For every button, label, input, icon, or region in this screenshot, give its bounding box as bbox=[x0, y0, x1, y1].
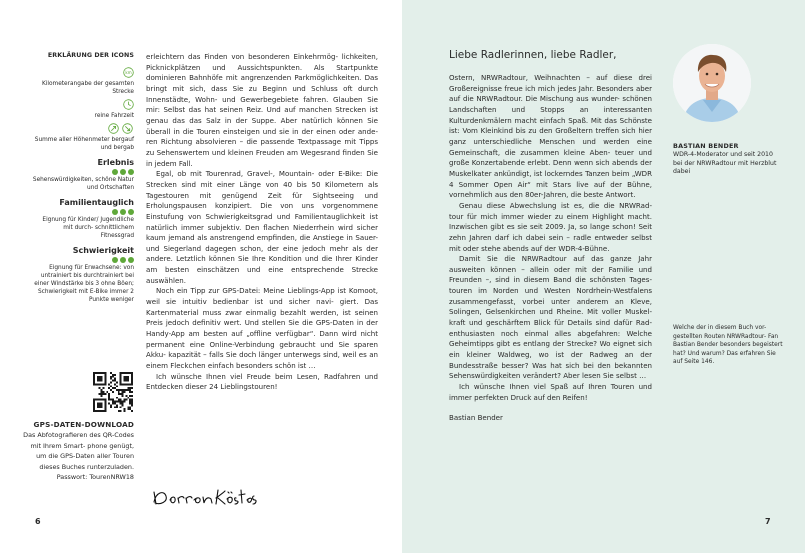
rating-dot bbox=[128, 209, 134, 215]
erlebnis-text: Sehenswürdigkeiten, schöne Natur und Ortschaften bbox=[32, 176, 134, 191]
schwierig-title: Schwierigkeit bbox=[72, 245, 134, 255]
handwritten-signature bbox=[150, 484, 260, 510]
up-down-arrows-icon bbox=[108, 123, 134, 134]
rating-dot bbox=[120, 169, 126, 175]
right-signoff: Bastian Bender bbox=[449, 413, 503, 423]
rating-dot bbox=[112, 209, 118, 215]
icon-legend bbox=[32, 52, 134, 304]
qr-code[interactable] bbox=[93, 372, 133, 412]
schwierig-dots bbox=[32, 257, 134, 263]
right-paragraph: Damit Sie die NRWRadtour auf das ganze Jahr ausweiten können – allein oder mit der Familie und Freunden –, sind in diesem Band die schönsten Tages- touren im Norden und Westen Nordrhein-Westfalens zusammengefasst, vorbei unter anderem an Kleve, Solingen, Gelsenkirchen und Rheine. Mit voller Muskel- kraft und geschärftem Blick für Details sind dafür Rad- enthusiasten noch einmal alles abgefahren: Welche Geheimtipps gibt es entlang der Strecke? Wo eignet sich ein kleiner Waldweg, wo ist der Radweg an der Bundesstraße besser? Was hat sich bei den bekannten Sehenswürdigkeiten verändert? Aber lesen Sie selbst … bbox=[449, 254, 652, 381]
elevation-icons bbox=[32, 123, 134, 134]
gps-text: Das Abfotografieren des QR-Codes mit Ihrem Smart- phone genügt, um die GPS-Daten aller Touren dieses Buches runterzuladen. Passwort: TourenNRW18 bbox=[23, 431, 134, 482]
rating-dot bbox=[120, 209, 126, 215]
rating-dot bbox=[128, 169, 134, 175]
left-paragraph: Noch ein Tipp zur GPS-Datei: Meine Lieblings-App ist Komoot, weil sie intuitiv bedienbar ist und sicher navi- giert. Das Kartenmaterial muss zwar einmalig bezahlt werden, ist seinen Preis jedoch definitiv wert. Und stellen Sie die GPS-Daten in der Handy-App am besten auf „offline verfügbar“. Dann wird nicht permanent eine Online-Verbindung gebraucht und Sie sparen Akku- kapazität – falls Sie doch länger unterwegs sind, weil es an einem Fleckchen einfach besonders schön ist … bbox=[146, 286, 378, 371]
familie-title: Familientauglich bbox=[59, 197, 134, 207]
right-column-text bbox=[449, 73, 652, 424]
rating-dot bbox=[112, 169, 118, 175]
clock-legend-text: reine Fahrzeit bbox=[94, 112, 134, 119]
author-bio bbox=[673, 142, 781, 177]
gps-title: GPS-DATEN-DOWNLOAD bbox=[33, 420, 134, 429]
km-legend-text: Kilometerangabe der gesamten Strecke bbox=[41, 80, 134, 95]
familie-dots bbox=[32, 209, 134, 215]
right-paragraph: Ich wünsche Ihnen viel Spaß auf Ihren Touren und immer perfekten Druck auf den Reifen! bbox=[449, 382, 652, 402]
left-paragraph: erleichtern das Finden von besonderen Einkehrmög- lichkeiten, Picknickplätzen und Aussichtspunkten. Als Startpunkte dominieren Bahnhöfe mit angrenzenden Parkmöglichkeiten. Das bringt mit sich, dass Sie zu Beginn und Schluss oft durch Innenstädte, Wohn- und Gewerbegebiete fahren. Glauben Sie mir: Selbst das hat seinen Reiz. Und auf manchen Strecken ist genau das das Salz in der Suppe. Aber natürlich können Sie überall in die Touren einsteigen und sie in der einen oder ande- ren Richtung absolvieren – die passende Textpassage mit Tipps zu Sehenswertem und kleinen Freuden am Wegesrand finden Sie in jedem Fall. bbox=[146, 52, 378, 168]
erlebnis-title: Erlebnis bbox=[97, 157, 134, 167]
author-name: BASTIAN BENDER bbox=[673, 142, 739, 150]
km-icon bbox=[32, 67, 134, 78]
author-description: WDR-4-Moderator und seit 2010 bei der NRWRadtour mit Herzblut dabei bbox=[673, 150, 777, 176]
aside-note: Welche der in diesem Buch vor- gestellten Routen NRWRadtour- Fan Bastian Bender besonders begeistert hat? Und warum? Das erfahren Sie auf Seite 146. bbox=[673, 325, 783, 365]
elevation-legend-text: Summe aller Höhenmeter bergauf und bergab bbox=[34, 136, 134, 151]
page-number-right: 7 bbox=[765, 517, 771, 526]
rating-dot bbox=[120, 257, 126, 263]
left-column-text bbox=[146, 52, 378, 393]
gps-download bbox=[22, 420, 134, 482]
rating-dot bbox=[112, 257, 118, 263]
left-paragraph: Egal, ob mit Tourenrad, Gravel-, Mountain- oder E-Bike: Die Strecken sind mit einer Länge von 40 bis 50 Kilometern als Tagestouren mit genügend Zeit für Sightseeing und Erholungspausen konzipiert. Die von uns vorgenommene Einstufung von Schwierigkeitsgrad und Familientauglichkeit ist natürlich immer subjektiv. Den flachen Niederrhein wird sicher kaum jemand als anstrengend empfinden, die Anstiege in Sauer- und Siegerland dagegen schon, der eine jedoch mehr als der andere. Letztlich können Sie Ihre Kondition und die Ihrer Kinder am besten einschätzen und eine entsprechende Strecke auswählen. bbox=[146, 169, 378, 285]
portrait-photo bbox=[673, 44, 751, 122]
left-paragraph: Ich wünsche Ihnen viel Freude beim Lesen, Radfahren und Entdecken dieser 24 Lieblingstouren! bbox=[146, 371, 378, 392]
page-number-left: 6 bbox=[35, 517, 41, 526]
legend-title: ERKLÄRUNG DER ICONS bbox=[47, 52, 134, 59]
schwierig-text: Eignung für Erwachsene: von untrainiert bis durchtrainiert bei einer Windstärke bis 3 ohne Böen; Schwierigkeit mit E-Bike immer 2 Punkte weniger bbox=[34, 264, 134, 303]
clock-icon bbox=[32, 99, 134, 110]
right-paragraph: Genau diese Abwechslung ist es, die die NRWRad- tour für mich immer wieder zu einem Highlight macht. Inzwischen gibt es sie seit 2009. Ja, so lange schon! Seit zehn Jahren darf ich dabei sein – radle entweder selbst mit oder stehe abends auf der WDR-4-Bühne. bbox=[449, 200, 652, 253]
familie-text: Eignung für Kinder/ Jugendliche mit durch- schnittlichem Fitnessgrad bbox=[42, 216, 134, 239]
greeting-heading: Liebe Radlerinnen, liebe Radler, bbox=[449, 49, 617, 61]
svg-text:km: km bbox=[125, 69, 132, 75]
erlebnis-dots bbox=[32, 169, 134, 175]
rating-dot bbox=[128, 257, 134, 263]
right-paragraph: Ostern, NRWRadtour, Weihnachten – auf diese drei Großereignisse freue ich mich jedes Jahr. Besonders aber auf die NRWRadtour. Die Mischung aus wunder- schönen Landschaften und Stopps an interessanten Kulturdenkmälern macht einfach Spaß. Mit das Schönste ist: Vom Kleinkind bis zu den Großeltern treffen sich hier ganz unterschiedliche Menschen und werden eine Gemeinschaft, die zusammen kleine Aben- teuer und große Konzertabende erlebt. Denn wenn sich abends der Muskelkater ankündigt, ist lockerndes Tanzen beim „WDR 4 Sommer Open Air“ mit Stars live auf der Bühne, vornehmlich aus den 80er-Jahren, die beste Antwort. bbox=[449, 73, 652, 200]
